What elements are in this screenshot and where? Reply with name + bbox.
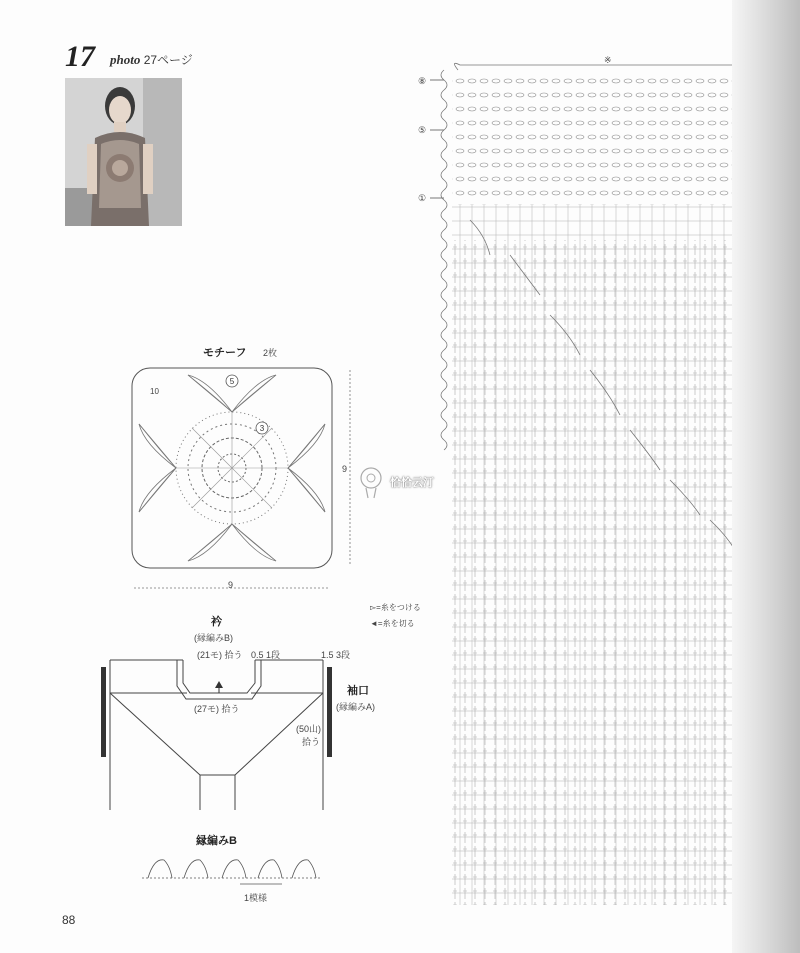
motif-round-label-5: 5: [229, 377, 235, 386]
sleeve-title: 袖口: [347, 685, 369, 697]
edging-b-diagram: [140, 848, 330, 888]
watermark-logo: [358, 466, 388, 505]
symbol-legend: [370, 600, 421, 632]
chart-top-mark: ※: [604, 55, 612, 65]
photo-page-reference: [110, 51, 193, 68]
collar-depth-unit: 段: [271, 650, 281, 660]
row-marker-8: ⑧: [418, 76, 427, 86]
legend-cut-yarn: ◄=糸を切る: [370, 619, 415, 628]
legend-attach-yarn: ▻=糸をつける: [370, 603, 421, 612]
watermark-icon: [358, 466, 388, 500]
model-photo-illustration: [65, 78, 182, 226]
row-marker-1: ①: [418, 193, 427, 203]
sleeve-pickup-count: (50山): [296, 724, 322, 734]
page-number: 88: [62, 913, 76, 927]
motif-count: 2枚: [263, 348, 278, 358]
watermark-text: 恰恰云汀: [390, 477, 434, 489]
motif-height-label: 9: [342, 464, 348, 474]
collar-title: 衿: [211, 616, 222, 628]
photo-page: 27ページ: [143, 53, 193, 67]
sleeve-depth-unit: 段: [341, 650, 351, 660]
edging-b-title: 縁編みB: [196, 835, 237, 847]
collar-top-pickup: (21モ) 拾う: [197, 650, 243, 660]
motif-title: モチーフ: [203, 347, 247, 359]
pattern-number: 17: [65, 40, 95, 73]
collar-subtitle: (縁編みB): [194, 633, 233, 643]
sleeve-pickup-text: 拾う: [302, 737, 321, 747]
book-binding-shadow: [732, 0, 800, 953]
collar-depth-rows: 1: [266, 650, 272, 660]
collar-bottom-pickup: (27モ) 拾う: [194, 704, 240, 714]
motif-diagram: [128, 360, 360, 600]
row-marker-5: ⑤: [418, 125, 427, 135]
sleeve-subtitle: (縁編みA): [336, 702, 375, 712]
motif-corner-label: 10: [150, 387, 159, 396]
sleeve-depth-rows: 3: [336, 650, 342, 660]
sleeve-depth-num: 1.5: [321, 650, 334, 660]
model-photo: [65, 78, 182, 226]
edging-b-repeat-label: 1模様: [244, 893, 268, 903]
collar-depth-num: 0.5: [251, 650, 264, 660]
motif-round-label-3: 3: [259, 424, 265, 433]
main-stitch-chart: [430, 60, 742, 905]
photo-word: photo: [110, 52, 141, 67]
motif-width-label: 9: [228, 580, 234, 590]
